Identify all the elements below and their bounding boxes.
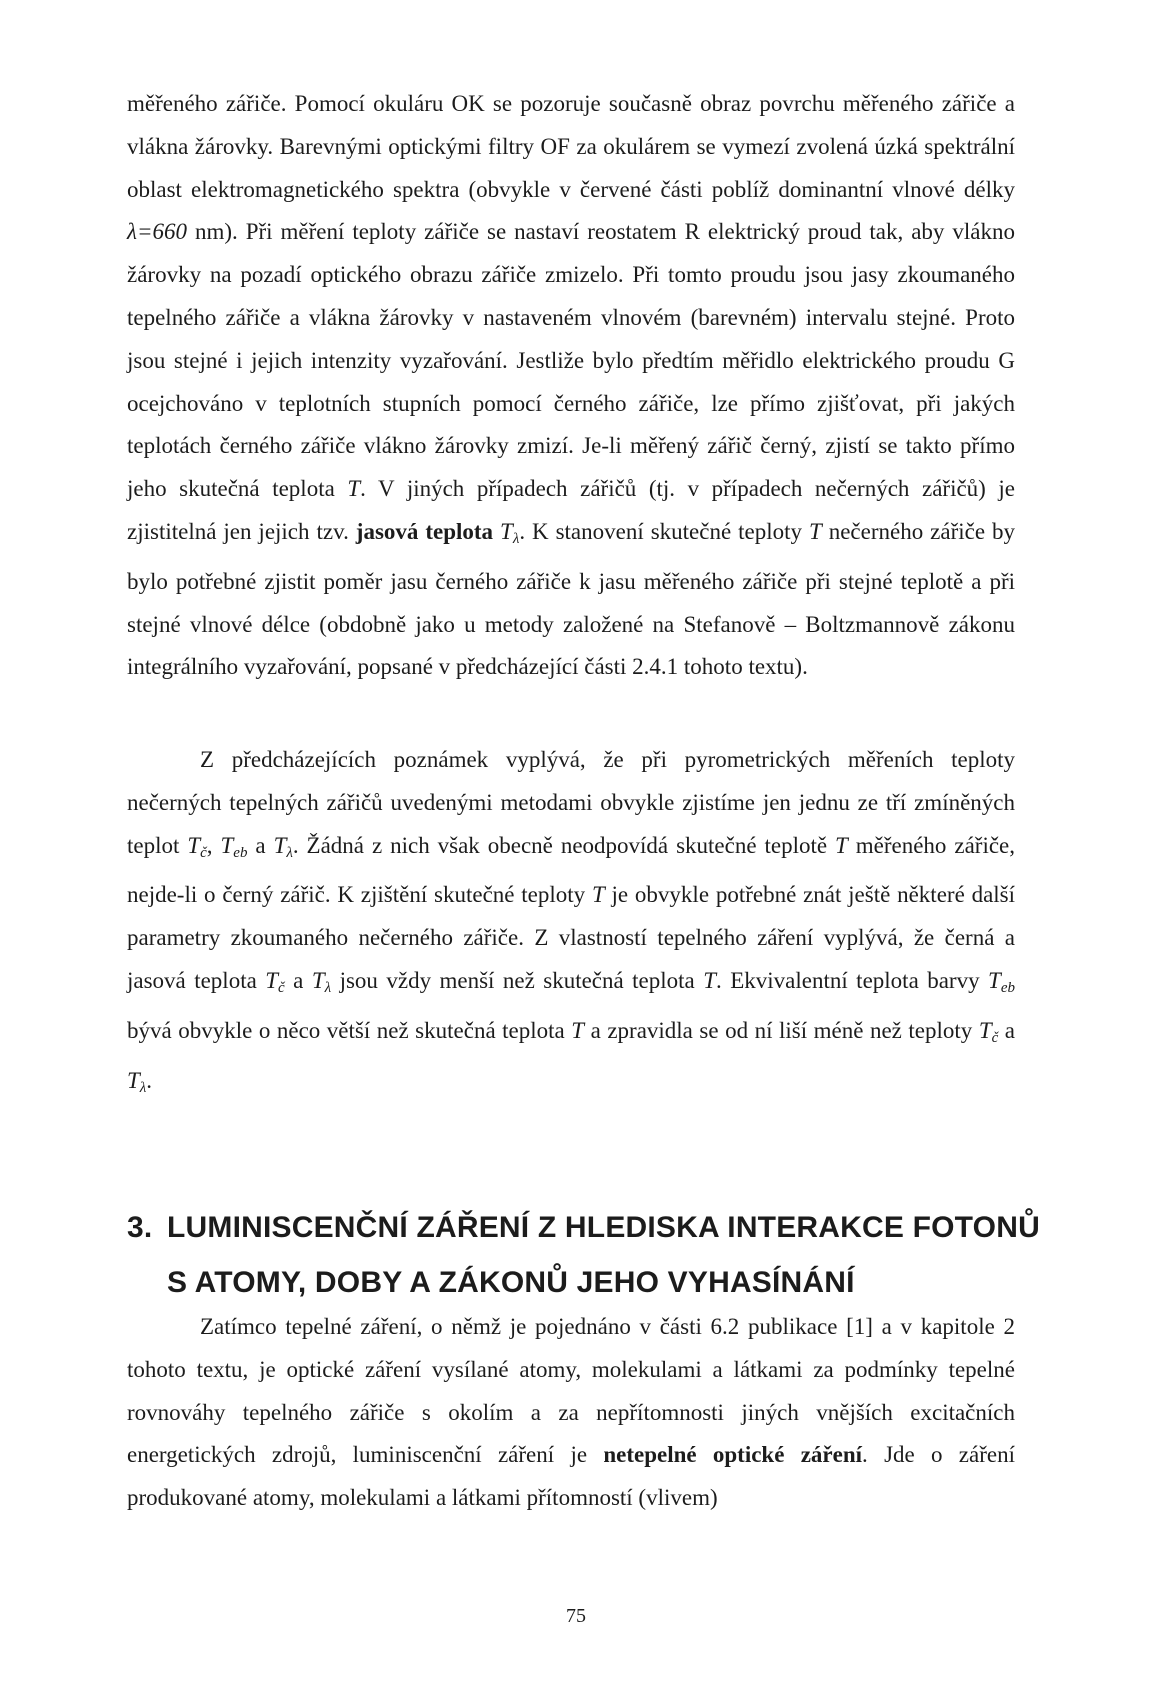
lambda-symbol: λ=660 xyxy=(127,219,187,245)
section-title-line-1: LUMINISCENČNÍ ZÁŘENÍ Z HLEDISKA INTERAKCE FOTONŮ xyxy=(167,1211,1040,1244)
temperature-symbol: T xyxy=(347,476,361,502)
subscript: λ xyxy=(139,1079,147,1096)
subscript: λ xyxy=(324,979,332,996)
subscript: eb xyxy=(233,844,248,861)
subscript: č xyxy=(200,844,207,861)
temperature-symbol: T xyxy=(265,967,279,993)
subscript: eb xyxy=(1000,979,1015,996)
temperature-symbol: T xyxy=(988,967,1001,993)
temperature-symbol: T xyxy=(273,832,287,858)
bold-term-jasova-teplota: jasová teplota xyxy=(355,518,494,544)
subscript: λ xyxy=(512,530,520,547)
section-heading xyxy=(127,1200,1047,1310)
temperature-symbol: T xyxy=(835,832,848,858)
subscript: č xyxy=(278,979,285,996)
temperature-symbol: T xyxy=(703,967,717,993)
page-number: 75 xyxy=(566,1605,586,1627)
temperature-symbol: T xyxy=(127,1067,140,1093)
temperature-symbol: T xyxy=(591,882,605,908)
bold-term-netepelne-zareni: netepelné optické záření xyxy=(603,1442,863,1468)
section-title-line-2: S ATOMY, DOBY A ZÁKONŮ JEHO VYHASÍNÁNÍ xyxy=(167,1266,855,1299)
temperature-symbol: T xyxy=(808,518,822,544)
temperature-symbol: T xyxy=(220,832,234,858)
paragraph-temperature-comparison: Z předcházejících poznámek vyplývá, že při pyrometrických měřeních teploty nečerných tepelných zářičů uvedenými metodami obvykle zjistíme jen jednu ze tří zmíněných teplot $T_č$, $T_{eb}$ a $T_\lambda$. Žádná z nich však obecně neodpovídá skutečné teplotě T měřeného zářiče, nejde-li o černý zářič. K zjištění skutečné teploty T je obvykle potřebné znát ještě některé další parametry zkoumaného nečerného zářiče. Z vlastností tepelného záření vyplývá, že černá a jasová teplota $T_č$ a $T_\lambda$ jsou vždy menší než skutečná teplota T. Ekvivalentní teplota barvy $T_{eb}$ bývá obvykle o něco větší než skutečná teplota T a zpravidla se od ní liší méně než teploty $T_č$ a $T_\lambda$. xyxy=(127,747,1016,1096)
section-number: 3. xyxy=(127,1211,153,1244)
paragraph-pyrometer-description: měřeného zářiče. Pomocí okuláru OK se pozoruje současně obraz povrchu měřeného zářiče a vlákna žárovky. Barevnými optickými filtry OF za okulárem se vymezí zvolená úzká spektrální oblast elektromagnetického spektra (obvykle v červené části poblíž dominantní vlnové délky λ=660 nm). Při měření teploty zářiče se nastaví reostatem R elektrický proud tak, aby vlákno žárovky na pozadí optického obrazu zářiče zmizelo. Při tomto proudu jsou jasy zkoumaného tepelného zářiče a vlákna žárovky v nastaveném vlnovém (barevném) intervalu stejné. Proto jsou stejné i jejich intenzity vyzařování. Jestliže bylo předtím měřidlo elektrického proudu G ocejchováno v teplotních stupních pomocí černého zářiče, lze přímo zjišťovat, při jakých teplotách černého zářiče vlákno žárovky zmizí. Je-li měřený zářič černý, zjistí se takto přímo jeho skutečná teplota T. V jiných případech zářičů (tj. v případech nečerných zářičů) je zjistitelná jen jejich tzv. jasová teplota $T_\lambda$. K stanovení skutečné teploty T nečerného zářiče by bylo potřebné zjistit poměr jasu černého zářiče k jasu měřeného zářiče při stejné teplotě a při stejné vlnové délce (obdobně jako u metody založené na Stefanově – Boltzmannově zákonu integrálního vyzařování, popsané v předcházející části 2.4.1 tohoto textu). xyxy=(127,91,1015,680)
temperature-symbol: T xyxy=(978,1017,992,1043)
temperature-symbol: T xyxy=(571,1017,585,1043)
temperature-symbol: T xyxy=(311,967,325,993)
temperature-symbol: T xyxy=(187,832,201,858)
subscript: č xyxy=(991,1029,999,1046)
subscript: λ xyxy=(286,844,293,861)
paragraph-luminescence-intro: Zatímco tepelné záření, o němž je pojednáno v části 6.2 publikace [1] a v kapitole 2 tohoto textu, je optické záření vysílané atomy, molekulami a látkami za podmínky tepelné rovnováhy tepelného zářiče s okolím a za nepřítomnosti jiných vnějších excitačních energetických zdrojů, luminiscenční záření je netepelné optické záření. Jde o záření produkované atomy, molekulami a látkami přítomností (vlivem) xyxy=(127,1314,1015,1511)
temperature-symbol: T xyxy=(500,518,513,544)
